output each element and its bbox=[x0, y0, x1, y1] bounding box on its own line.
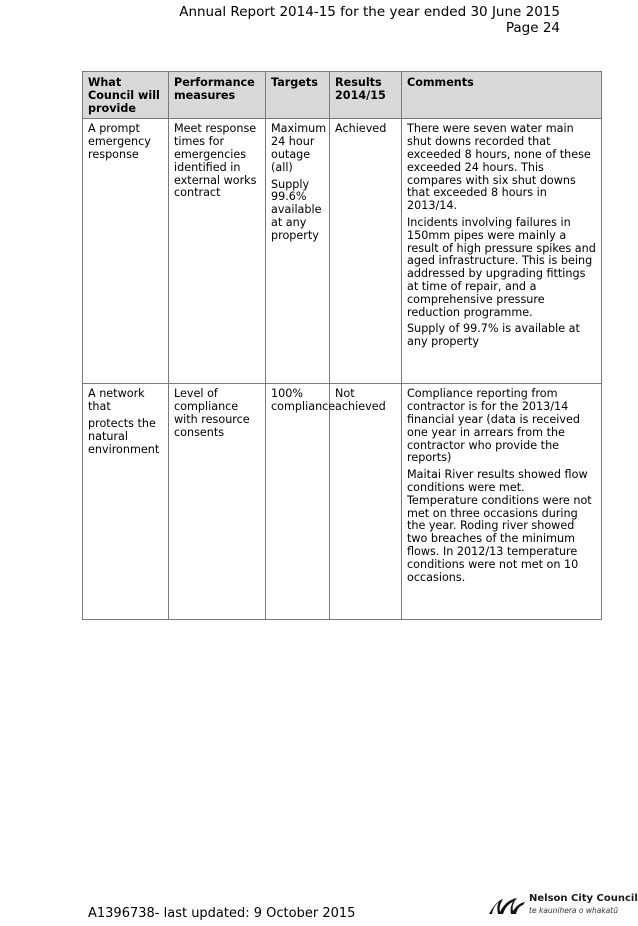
council-name: Nelson City Council bbox=[529, 893, 638, 904]
header-comments: Comments bbox=[402, 72, 602, 119]
comment-paragraph: Maitai River results showed flow conditions were met. Temperature conditions were not met on three occasions during the year. Roding river showed two breaches of the minimum flows. In 2012/13 temperature conditions were not met on 10 occasions. bbox=[407, 468, 592, 584]
comment-paragraph: Supply of 99.7% is available at any property bbox=[407, 322, 580, 349]
provide-text: protects the natural environment bbox=[88, 416, 160, 456]
target-text: 100% compliance bbox=[271, 387, 336, 414]
table-row bbox=[83, 384, 602, 620]
provide-text: A network that bbox=[88, 387, 145, 414]
header-performance-measures: Performance measures bbox=[169, 72, 266, 119]
header-what-council: What Council will provide bbox=[83, 72, 169, 119]
footer-doc-ref: A1396738- last updated: 9 October 2015 bbox=[88, 906, 356, 921]
council-logo-icon bbox=[487, 895, 527, 917]
header-results: Results 2014/15 bbox=[330, 72, 402, 119]
cell-result: Not achieved bbox=[330, 384, 402, 620]
header-targets: Targets bbox=[266, 72, 330, 119]
target-text: Supply 99.6% available at any property bbox=[271, 177, 322, 242]
council-tagline: te kaunihera o whakatū bbox=[529, 906, 618, 915]
page-number: Page 24 bbox=[505, 20, 560, 36]
comment-paragraph: Incidents involving failures in 150mm pipes were mainly a result of high pressure spikes and aged infrastructure. This is being addressed by upgrading fittings at time of repair, and a comprehensive pressure reduction programme. bbox=[407, 215, 596, 319]
cell-targets bbox=[266, 119, 330, 384]
cell-provide: A prompt emergency response bbox=[83, 119, 169, 384]
performance-table bbox=[82, 71, 602, 620]
target-text: Maximum 24 hour outage (all) bbox=[271, 122, 327, 174]
cell-measure: Meet response times for emergencies identified in external works contract bbox=[169, 119, 266, 384]
cell-provide bbox=[83, 384, 169, 620]
comment-paragraph: There were seven water main shut downs recorded that exceeded 8 hours, none of these exceeded 24 hours. This compares with six shut downs that exceeded 8 hours in 2013/14. bbox=[407, 122, 591, 213]
report-title: Annual Report 2014-15 for the year ended 30 June 2015 bbox=[179, 4, 560, 20]
cell-comments bbox=[402, 384, 602, 620]
table-row bbox=[83, 119, 602, 384]
cell-result: Achieved bbox=[330, 119, 402, 384]
cell-measure: Level of compliance with resource consents bbox=[169, 384, 266, 620]
page-header bbox=[179, 4, 560, 36]
cell-comments bbox=[402, 119, 602, 384]
table-header-row bbox=[83, 72, 602, 119]
cell-targets bbox=[266, 384, 336, 620]
council-logo bbox=[487, 893, 638, 919]
comment-paragraph: Compliance reporting from contractor is for the 2013/14 financial year (data is received one year in arrears from the contractor who provide the reports) bbox=[407, 387, 580, 465]
